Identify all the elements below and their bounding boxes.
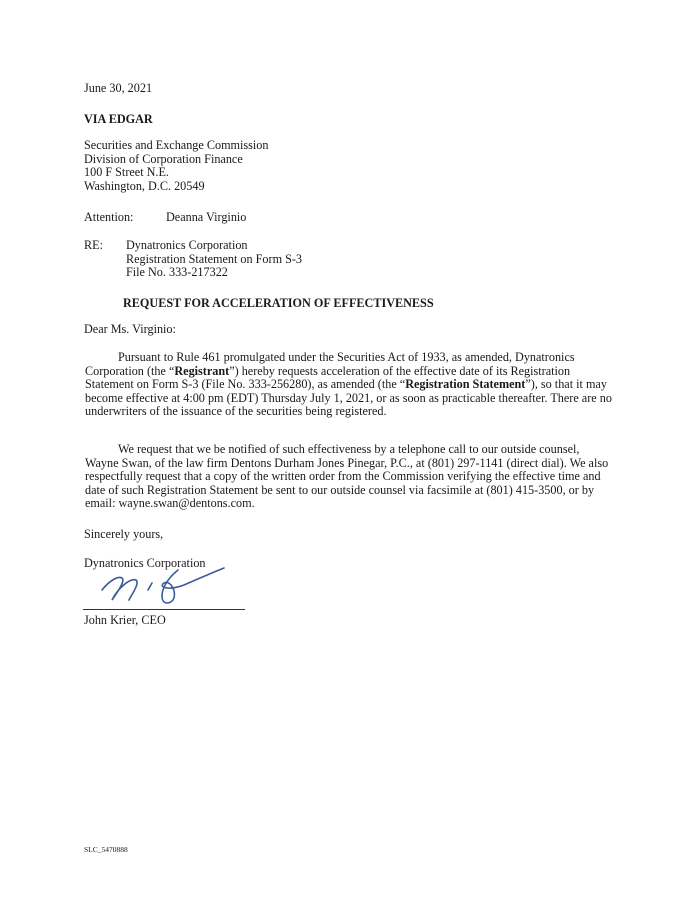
closing: Sincerely yours, (84, 527, 164, 541)
re-line: File No. 333-217322 (126, 265, 228, 280)
attention-name: Deanna Virginio (166, 210, 247, 224)
recipient-line: 100 F Street N.E. (84, 165, 169, 180)
letter-date: June 30, 2021 (84, 81, 153, 95)
re-label: RE: (84, 238, 103, 252)
re-block (126, 239, 302, 280)
attention-label: Attention: (84, 210, 134, 224)
para1-text: ”) hereby requests acceleration of the effective date of its Registration Statement on Form S-3 (File No. 333-256280), as amended (the “ (85, 363, 571, 392)
signature-line (83, 609, 245, 610)
recipient-line: Washington, D.C. 20549 (84, 178, 205, 193)
signer-name: John Krier, CEO (84, 613, 166, 627)
para1-text: ”), so that it may become effective at 4:00 pm (EDT) Thursday July 1, 2021, or as soon as practicable thereafter. There are no underwriters of the issuance of the securities being registered. (85, 377, 612, 419)
salutation: Dear Ms. Virginio: (84, 322, 176, 336)
recipient-line: Division of Corporation Finance (84, 151, 243, 166)
registration-statement-term: Registration Statement (405, 377, 526, 392)
registrant-term: Registrant (174, 363, 230, 378)
paragraph-2: We request that we be notified of such effectiveness by a telephone call to our outside counsel, Wayne Swan, of the law firm Dentons Durham Jones Pinegar, P.C., at (801) 297-1141 (direct dial). We also respectfully request that a copy of the written order from the Commission verifying the effective time and date of such Registration Statement be sent to our outside counsel via facsimile at (801) 415-3500, or by email: wayne.swan@dentons.com. (85, 442, 609, 511)
re-line: Registration Statement on Form S-3 (126, 251, 303, 266)
footer-document-code: SLC_5470888 (84, 845, 128, 854)
delivery-method: VIA EDGAR (84, 112, 153, 126)
company-name: Dynatronics Corporation (84, 556, 206, 570)
recipient-address (84, 139, 268, 193)
recipient-line: Securities and Exchange Commission (84, 138, 269, 152)
signature-image (96, 564, 236, 610)
re-line: Dynatronics Corporation (126, 238, 248, 252)
para1-text: Pursuant to Rule 461 promulgated under the Securities Act of 1933, as amended, Dynatronics Corporation (the “ (85, 350, 575, 378)
letter-heading: REQUEST FOR ACCELERATION OF EFFECTIVENESS (123, 296, 434, 310)
paragraph-1 (85, 351, 615, 419)
